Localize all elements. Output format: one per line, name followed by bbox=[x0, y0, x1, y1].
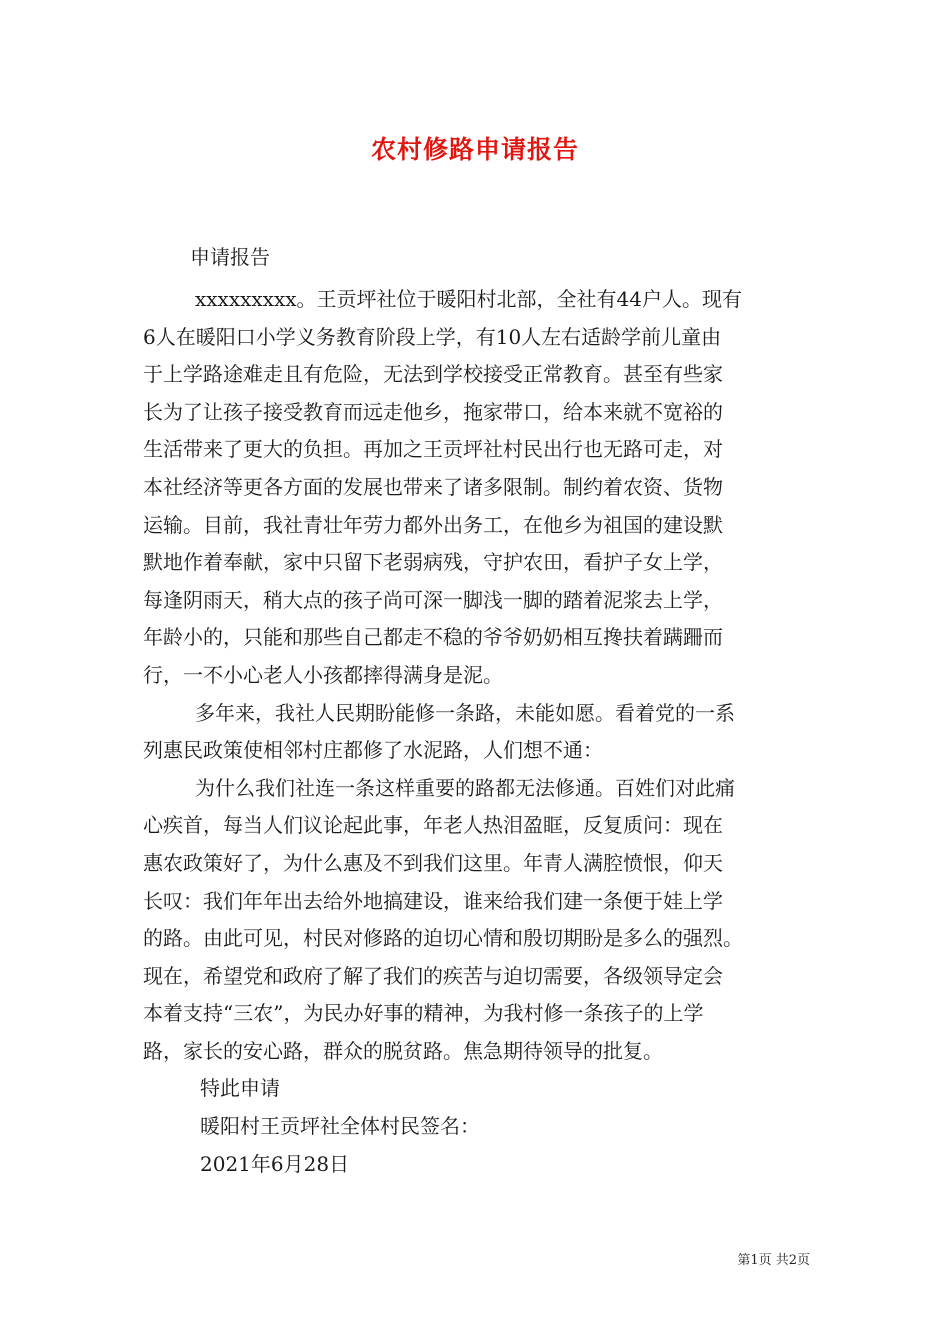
date-line: 2021年6月28日 bbox=[200, 1151, 350, 1176]
section-heading: 申请报告 bbox=[190, 245, 270, 269]
closing-line: 特此申请 bbox=[200, 1076, 280, 1101]
document-body bbox=[143, 281, 823, 1183]
document-title: 农村修路申请报告 bbox=[370, 135, 579, 164]
page-number: 第1页 共2页 bbox=[737, 1253, 810, 1268]
paragraph-expectation: 多年来，我社人民期盼能修一条路，未能如愿。看着党的一系 列惠民政策使相邻村庄都修了水泥路，人们想不通： bbox=[143, 700, 735, 763]
signature-line: 暖阳村王贡坪社全体村民签名： bbox=[200, 1114, 480, 1139]
paragraph-intro: xxxxxxxxx。王贡坪社位于暖阳村北部，全社有44户人。现有 6人在暖阳口小学义务教育阶段上学，有10人左右适龄学前儿童由 于上学路途难走且有危险，无法到学校接受正常教育。甚至有些家 长为了让孩子接受教育而远走他乡，拖家带口，给本来就不宽裕的 生活带来了更大的负担。再加之王贡坪社村民出行也无路可走，对 本社经济等更各方面的发展也带来了诸多限制。制约着农资、货物 运输。目前，我社青壮年劳力都外出务工，在他乡为祖国的建设默 默地作着奉献，家中只留下老弱病残，守护农田，看护子女上学， 每逢阴雨天，稍大点的孩子尚可深一脚浅一脚的踏着泥浆去上学， 年龄小的，只能和那些自己都走不稳的爷爷奶奶相互搀扶着蹒跚而 行，一不小心老人小孩都摔得满身是泥。 bbox=[143, 287, 742, 687]
paragraph-appeal: 为什么我们社连一条这样重要的路都无法修通。百姓们对此痛 心疾首，每当人们议论起此事，年老人热泪盈眶，反复质问：现在 惠农政策好了，为什么惠及不到我们这里。年青人满腔愤恨，仰天 长叹：我们年年出去给外地搞建设，谁来给我们建一条便于娃上学 的路。由此可见，村民对修路的迫切心情和殷切期盼是多么的强烈。 现在，希望党和政府了解了我们的疾苦与迫切需要，各级领导定会 本着支持“三农”，为民办好事的精神，为我村修一条孩子的上学 路，家长的安心路，群众的脱贫路。焦急期待领导的批复。 bbox=[143, 775, 743, 1063]
